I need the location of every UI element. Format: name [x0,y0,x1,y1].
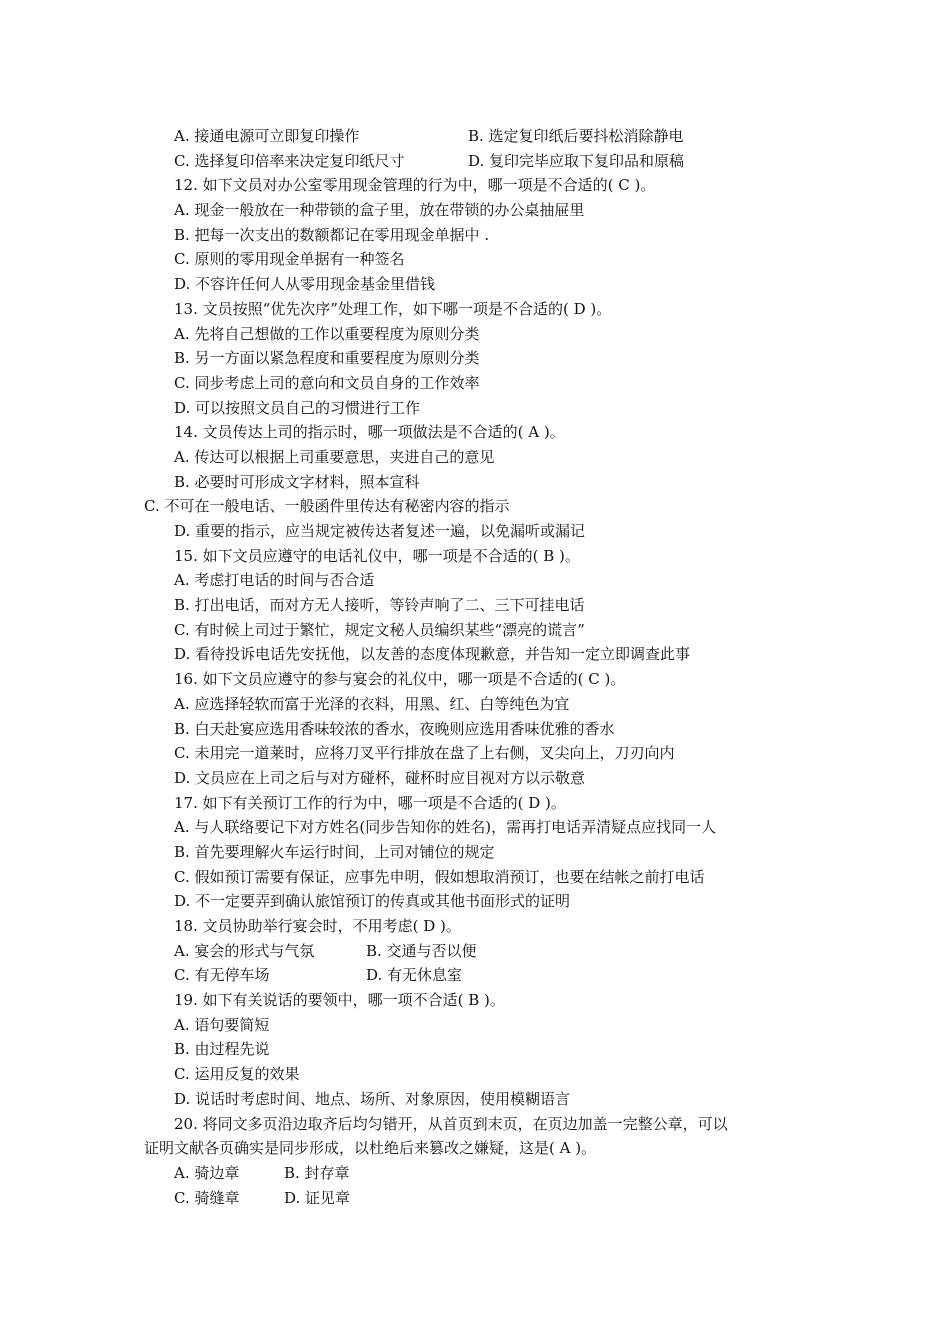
text-line: C. 运用反复的效果 [174,1065,300,1084]
document-body [0,124,950,1210]
text-line: D. 可以按照文员自己的习惯进行工作 [174,398,421,417]
text-line: 16. 如下文员应遵守的参与宴会的礼仪中，哪一项是不合适的( C )。 [174,670,626,689]
text-line: A. 考虑打电话的时间与否合适 [174,571,375,590]
text-line: D. 不一定要弄到确认旅馆预订的传真或其他书面形式的证明 [174,892,571,911]
text-line: A. 与人联络要记下对方姓名(同步告知你的姓名)，需再打电话弄清疑点应找同一人 [174,818,717,837]
text-line: A. 应选择轻软而富于光泽的衣料，用黑、红、白等纯色为宜 [174,694,570,713]
option-pair-line [0,1161,950,1186]
text-line: 证明文献各页确实是同步形成，以杜绝后来篡改之嫌疑，这是( A )。 [144,1139,597,1158]
text-line: B. 必要时可形成文字材料，照本宣科 [174,472,420,491]
option-text: C. 有无停车场 [174,966,270,985]
option-text: C. 选择复印倍率来决定复印纸尺寸 [174,151,405,170]
text-line: 15. 如下文员应遵守的电话礼仪中，哪一项是不合适的( B )。 [174,546,580,565]
text-line: 12. 如下文员对办公室零用现金管理的行为中，哪一项是不合适的( C )。 [174,176,656,195]
option-text: A. 宴会的形式与气氛 [174,941,315,960]
text-line: C. 不可在一般电话、一般函件里传达有秘密内容的指示 [144,497,510,516]
text-line: B. 另一方面以紧急程度和重要程度为原则分类 [174,349,480,368]
option-text: B. 选定复印纸后要抖松消除静电 [468,127,684,145]
text-line: 18. 文员协助举行宴会时，不用考虑( D )。 [174,917,461,935]
text-line: B. 把每一次支出的数额都记在零用现金单据中 . [174,225,490,244]
option-text: C. 骑缝章 [174,1188,240,1207]
option-text: D. 复印完毕应取下复印品和原稿 [468,151,685,170]
text-line: B. 白天赴宴应选用香味较浓的香水，夜晚则应选用香味优雅的香水 [174,719,615,738]
option-pair-line [0,939,950,964]
option-pair-line [0,963,950,988]
text-line: A. 现金一般放在一种带锁的盒子里，放在带锁的办公桌抽屉里 [174,201,585,220]
text-line: B. 打出电话，而对方无人接听，等铃声响了二、三下可挂电话 [174,596,585,615]
text-line: C. 未用完一道莱时，应将刀叉平行排放在盘了上右侧，叉尖向上，刀刃向内 [174,744,675,763]
option-text: A. 接通电源可立即复印操作 [174,127,360,145]
text-line: A. 传达可以根据上司重要意思，夹进自己的意见 [174,447,495,466]
text-line: 19. 如下有关说话的要领中，哪一项不合适( B )。 [174,991,505,1010]
text-line: B. 由过程先说 [174,1040,270,1059]
text-line: D. 不容许任何人从零用现金基金里借钱 [174,275,436,294]
option-pair-line [0,124,950,149]
text-line: 20. 将同文多页沿边取齐后均匀错开，从首页到末页，在页边加盖一完整公章，可以 [174,1114,728,1133]
text-line: 14. 文员传达上司的指示时，哪一项做法是不合适的( A )。 [174,423,565,442]
text-line: D. 看待投诉电话先安抚他，以友善的态度体现歉意，并告知一定立即调查此事 [174,645,691,664]
text-line: B. 首先要理解火车运行时间，上司对铺位的规定 [174,842,495,861]
option-text: B. 封存章 [284,1163,350,1182]
text-line: C. 假如预订需要有保证，应事先申明，假如想取消预订，也要在结帐之前打电话 [174,867,705,886]
option-text: A. 骑边章 [174,1163,240,1182]
option-text: D. 有无休息室 [366,966,463,985]
option-text: B. 交通与否以便 [366,941,477,960]
text-line: C. 同步考虑上司的意向和文员自身的工作效率 [174,373,480,392]
option-pair-line [0,1186,950,1211]
text-line: D. 文员应在上司之后与对方碰杯，碰杯时应目视对方以示敬意 [174,768,586,787]
text-line: A. 语句要简短 [174,1015,270,1034]
text-line: C. 原则的零用现金单据有一种签名 [174,250,405,269]
text-line: C. 有时候上司过于繁忙，规定文秘人员编织某些“漂亮的谎言” [174,620,585,639]
text-line: A. 先将自己想做的工作以重要程度为原则分类 [174,324,480,343]
text-line: D. 说话时考虑时间、地点、场所、对象原因，使用模糊语言 [174,1089,571,1108]
text-line: 17. 如下有关预订工作的行为中，哪一项是不合适的( D )。 [174,793,566,812]
text-line: 13. 文员按照“优先次序”处理工作，如下哪一项是不合适的( D )。 [174,299,612,318]
option-pair-line [0,149,950,174]
option-text: D. 证见章 [284,1188,351,1207]
text-line: D. 重要的指示，应当规定被传达者复述一遍，以免漏听或漏记 [174,522,586,540]
